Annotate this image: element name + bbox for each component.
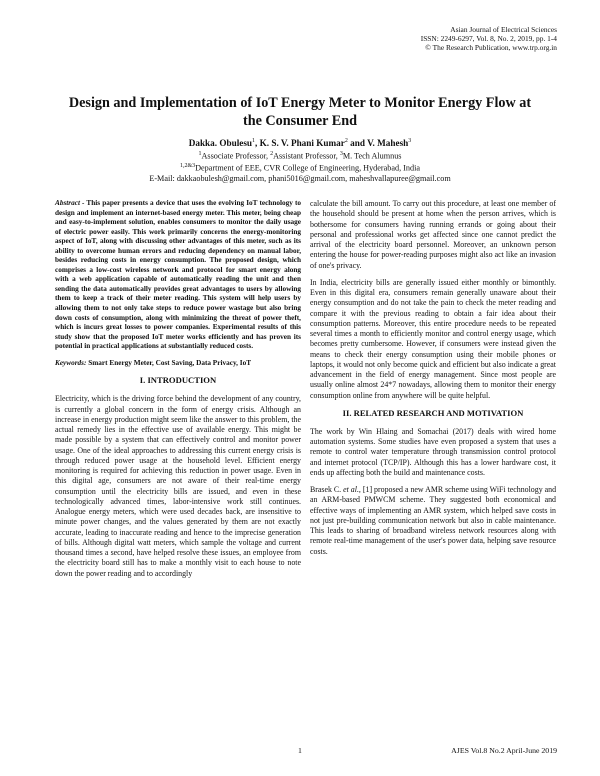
abstract-label: Abstract - (55, 199, 85, 207)
right-column (310, 199, 556, 564)
role-text: Assistant Professor, (273, 151, 340, 161)
author-sup: 2 (344, 138, 348, 144)
title-block (60, 95, 540, 184)
author-separator: , (255, 138, 260, 149)
author-sup: 3 (408, 138, 412, 144)
author-name: K. S. V. Phani Kumar (259, 138, 345, 149)
role-text: Associate Professor, (201, 151, 271, 161)
keywords-text: Smart Energy Meter, Cost Saving, Data Privacy, IoT (86, 358, 252, 367)
issn-line: ISSN: 2249-6297, Vol. 8, No. 2, 2019, pp. 1-4 (420, 34, 557, 43)
author-emails: E-Mail: dakkaobulesh@gmail.com, phani5016@gmail.com, maheshvallapuree@gmail.com (149, 174, 451, 184)
citation-author: Brasek C. (310, 485, 344, 494)
intro-paragraph: In India, electricity bills are generally issued either monthly or bimonthly. Even in this digital era, consumers remain generally unaware about their energy consumption and do not take the pain to check the meter reading and compare it with the previous reading to obtain a fair idea about their consumption patterns. Moreover, this entire procedure needs to be repeated several times a month to efficiently monitor and control energy usage, which becomes pretty cumbersome. However, if consumers were instead given the means to check their energy consumption using their mobile phones or laptops, it would not only become quick and efficient but also indicate a great advancement in the field of energy management. Since most people are usually online almost 24*7 nowadays, allowing them to monitor their energy consumption online from anywhere will be quite helpful. (310, 277, 556, 400)
author-separator: and (347, 138, 368, 149)
paper-title: Design and Implementation of IoT Energy Meter to Monitor Energy Flow at the Consumer End (68, 95, 532, 129)
footer-journal-issue: AJES Vol.8 No.2 April-June 2019 (451, 746, 557, 755)
author-sup: 1 (252, 138, 256, 144)
role-text: M. Tech Alumnus (342, 151, 402, 161)
page-number: 1 (298, 746, 302, 755)
department (60, 161, 540, 174)
dept-text: Department of EEE, CVR College of Engineering, Hyderabad, India (195, 164, 421, 174)
keywords-label: Keywords: (55, 358, 87, 367)
citation-etal: et al. (343, 485, 359, 494)
author-name: V. Mahesh (367, 138, 409, 149)
intro-paragraph: Electricity, which is the driving force behind the development of any country, is currently a global concern in the form of energy crisis. Although an increase in energy production might seem like the answer to this problem, the actual remedy lies in the effective use of available energy. This might be made possible by a system that can effectively control and monitor power usage. One of the ideal approaches to addressing this current energy crisis is through reduced power usage at the household level. Efficient energy monitoring is required for achieving this reduction in power usage. Even in this digital age, consumers are not aware of their real-time energy consumption until the electricity bills are issued, and even in these technologically advanced times, labor-intensive work still continues. Analogue energy meters, which were used decades back, are insensitive to minute power changes, and the values generated by them are not exactly accurate, leading to inaccurate reading and hence to the imprecise generation of bills. Although digital watt meters, which sample the voltage and current thousand times a second, have helped resolve these issues, an employee from the electricity board still has to make a monthly visit to each house to note down the power reading and to accordingly (55, 394, 301, 578)
left-column (55, 199, 301, 586)
journal-header (257, 25, 557, 52)
author-roles (60, 149, 540, 162)
role-sup: 1 (198, 150, 202, 157)
keywords (55, 359, 301, 369)
author-name: Dakka. Obulesu (188, 138, 253, 149)
role-sup: 3 (339, 150, 343, 157)
dept-sup: 1,2&3 (179, 163, 196, 170)
publisher-line: © The Research Publication, www.trp.org.in (425, 43, 557, 52)
author-list (60, 136, 540, 149)
abstract (55, 199, 301, 352)
related-text: , [1] proposed a new AMR scheme using WiFi technology and an ARM-based PMWCM scheme. They suggested both economical and effective ways of implementing an AMR system, which helped save costs in not just pre-building communication network but also in cable maintenance. This leads to sharing of broadband wireless network resources along with remote real-time management of the user's power data, helping save resource costs. (310, 485, 557, 556)
role-sup: 2 (270, 150, 274, 157)
abstract-text: This paper presents a device that uses the evolving IoT technology to design and implement an internet-based energy meter. This meter, being cheap and easy-to-implement solution, enables consumers to monitor the daily usage of electric power easily. This work primarily concerns the energy-monitoring aspect of IoT, along with discussing other advantages of this meter, such as its ability to overcome human errors and reducing dependency on manual labor, besides reducing costs in energy consumption. The proposed design, which comprises a low-cost wireless network and protocol for smart energy along with a web application capable of automatically reading the unit and then sending the data automatically provides great advantages to users by allowing them to keep a track of their meter reading. This system will help users by allowing them to not only take steps to reduce power wastage but also bring down costs of consumption, along with minimizing the threat of power theft, which is incurs great losses to power companies. Experimental results of this study show that the proposed IoT meter works efficiently and has proven its potential in practical applications at substantially reduced costs. (55, 199, 301, 351)
section-heading-introduction: I. INTRODUCTION (139, 375, 217, 386)
related-paragraph: The work by Win Hlaing and Somachai (2017) deals with wired home automation systems. Some studies have even proposed a system that uses a remote to control water temperature through transmission control protocol and internet protocol (TCP/IP). Although this has a lower hardware cost, it ends up affecting both the build and maintenance costs. (310, 426, 556, 477)
section-heading-related-research: II. RELATED RESEARCH AND MOTIVATION (342, 407, 524, 418)
journal-name: Asian Journal of Electrical Sciences (450, 25, 557, 34)
intro-paragraph-continued: calculate the bill amount. To carry out this procedure, at least one member of the household should be present at home when the person arrives, which is bothersome for consumers having running errands or going about their personal and professional works get affected since one cannot predict the arrival of the electricity board personnel. Moreover, an unknown person entering the house for power-reading purposes might also act like an invasion of one's privacy. (310, 199, 556, 270)
related-paragraph (310, 485, 556, 557)
